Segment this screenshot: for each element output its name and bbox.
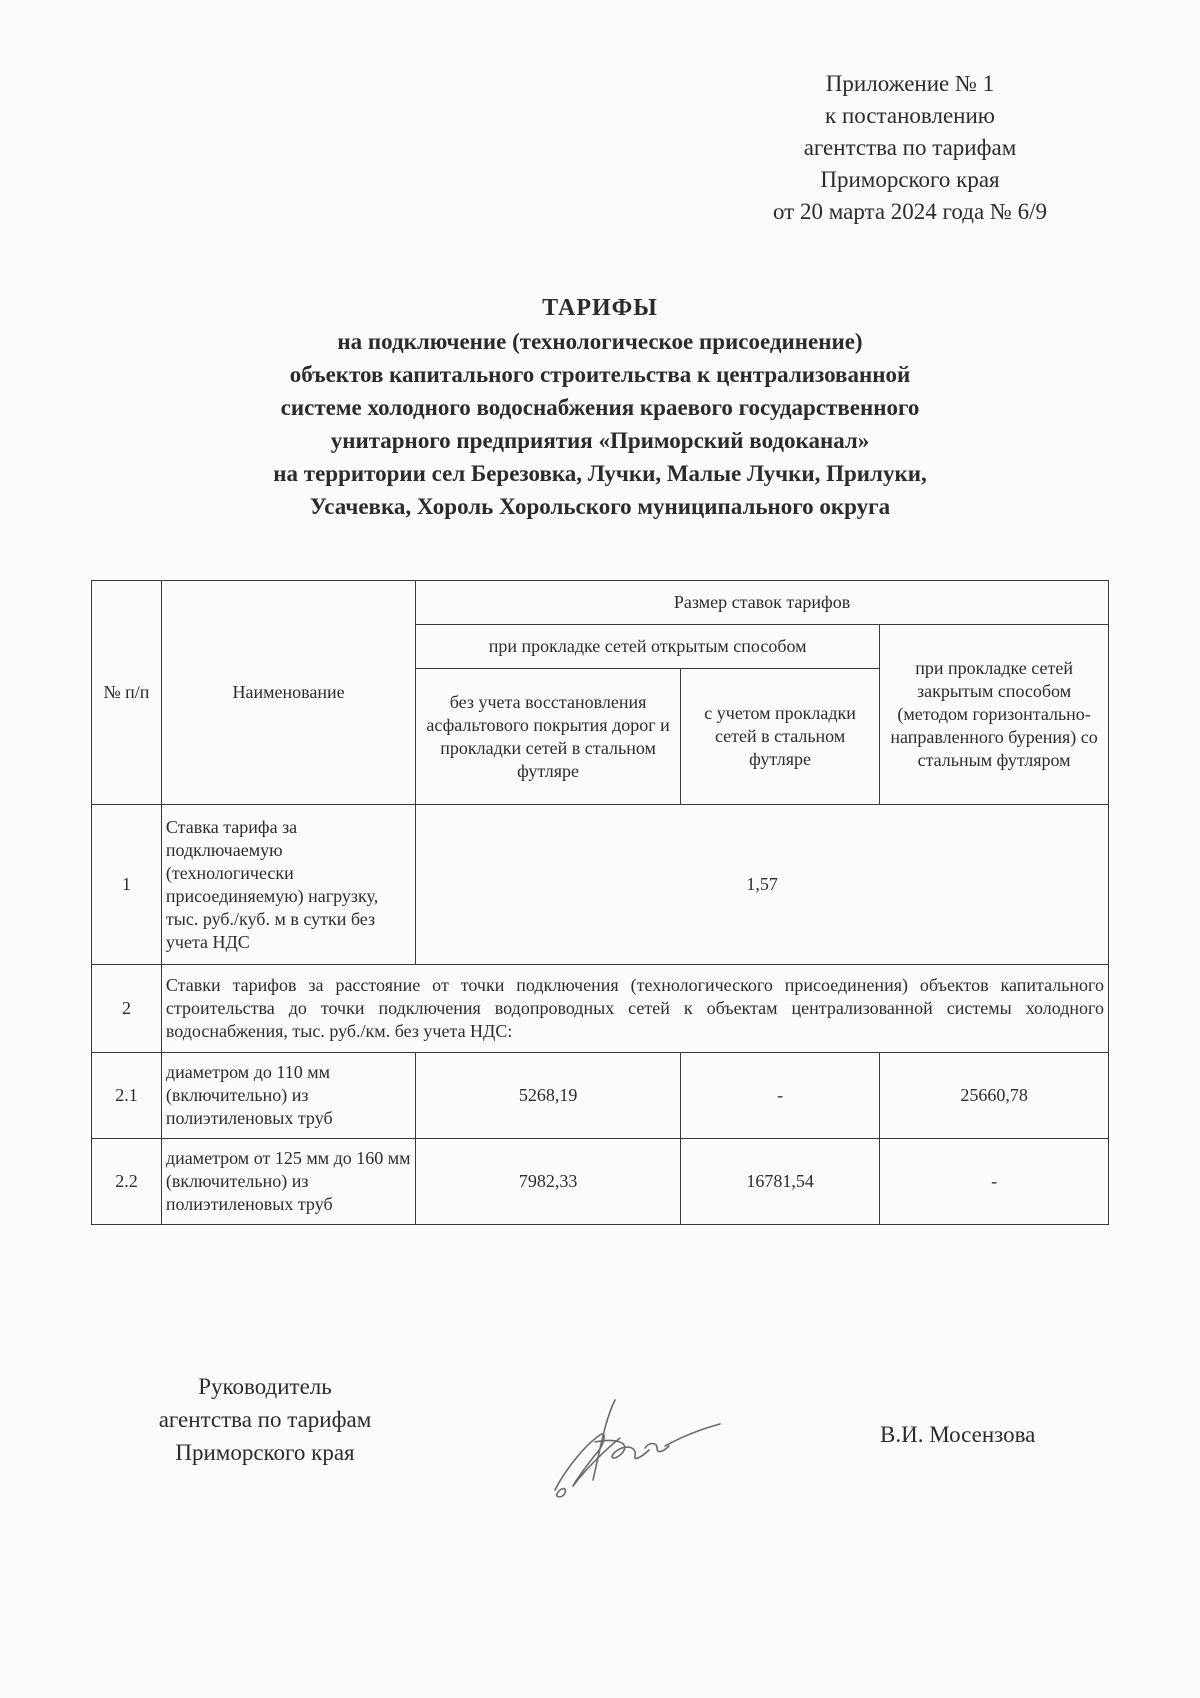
- position-line: Приморского края: [175, 1440, 355, 1465]
- row-num: 2: [92, 965, 162, 1053]
- annex-line: к постановлению: [825, 103, 995, 128]
- row-open-with: 16781,54: [681, 1139, 880, 1225]
- page-title: ТАРИФЫ: [542, 295, 658, 321]
- header-rates: Размер ставок тарифов: [416, 581, 1109, 625]
- row-num: 2.2: [92, 1139, 162, 1225]
- title-line: на территории сел Березовка, Лучки, Малые Лучки, Прилуки,: [273, 461, 927, 486]
- title-line: Усачевка, Хороль Хорольского муниципального округа: [309, 494, 891, 519]
- row-name: Ставка тарифа за подключаемую (технологически присоединяемую) нагрузку, тыс. руб./куб. м в сутки без учета НДС: [161, 805, 415, 965]
- row-num: 2.1: [92, 1053, 162, 1139]
- signatory-name: В.И. Мосензова: [880, 1422, 1036, 1447]
- table-row: [92, 965, 1109, 1053]
- title-line: объектов капитального строительства к централизованной: [289, 362, 911, 387]
- document-title: [90, 292, 1110, 523]
- annex-line: Приложение № 1: [825, 71, 995, 96]
- header-num: № п/п: [92, 581, 162, 805]
- row-open-with: -: [681, 1053, 880, 1139]
- header-open-without: без учета восстановления асфальтового покрытия дорог и прокладки сетей в стальном футляре: [416, 669, 681, 805]
- tariffs-table: [91, 580, 1109, 1225]
- row-closed: -: [880, 1139, 1109, 1225]
- table-row: [92, 805, 1109, 965]
- row-num: 1: [92, 805, 162, 965]
- annex-line: агентства по тарифам: [803, 135, 1017, 160]
- title-line: на подключение (технологическое присоединение): [337, 329, 863, 354]
- handwritten-signature: [545, 1390, 725, 1500]
- row-value: 1,57: [416, 805, 1109, 965]
- row-name: диаметром до 110 мм (включительно) из полиэтиленовых труб: [161, 1053, 415, 1139]
- annex-line: от 20 марта 2024 года № 6/9: [772, 199, 1048, 224]
- header-closed: при прокладке сетей закрытым способом (методом горизонтально-направленного бурения) со стальным футляром: [880, 625, 1109, 805]
- annex-line: Приморского края: [820, 167, 1000, 192]
- header-open: при прокладке сетей открытым способом: [416, 625, 880, 669]
- table-row: [92, 1139, 1109, 1225]
- header-open-with: с учетом прокладки сетей в стальном футляре: [681, 669, 880, 805]
- table-row: [92, 1053, 1109, 1139]
- title-line: унитарного предприятия «Приморский водоканал»: [330, 428, 870, 453]
- row-name: диаметром от 125 мм до 160 мм (включительно) из полиэтиленовых труб: [161, 1139, 415, 1225]
- signatory-position: [105, 1370, 425, 1469]
- table-header-row: [92, 581, 1109, 625]
- row-closed: 25660,78: [880, 1053, 1109, 1139]
- title-line: системе холодного водоснабжения краевого государственного: [280, 395, 920, 420]
- header-name: Наименование: [161, 581, 415, 805]
- row-open-without: 7982,33: [416, 1139, 681, 1225]
- position-line: Руководитель: [198, 1374, 332, 1399]
- row-open-without: 5268,19: [416, 1053, 681, 1139]
- position-line: агентства по тарифам: [158, 1407, 372, 1432]
- annex-header: [700, 68, 1120, 228]
- row-name: Ставки тарифов за расстояние от точки подключения (технологического присоединения) объектов капитального строительства до точки подключения водопроводных сетей к объектам централизованной системы холодного водоснабжения, тыс. руб./км. без учета НДС:: [161, 965, 1108, 1053]
